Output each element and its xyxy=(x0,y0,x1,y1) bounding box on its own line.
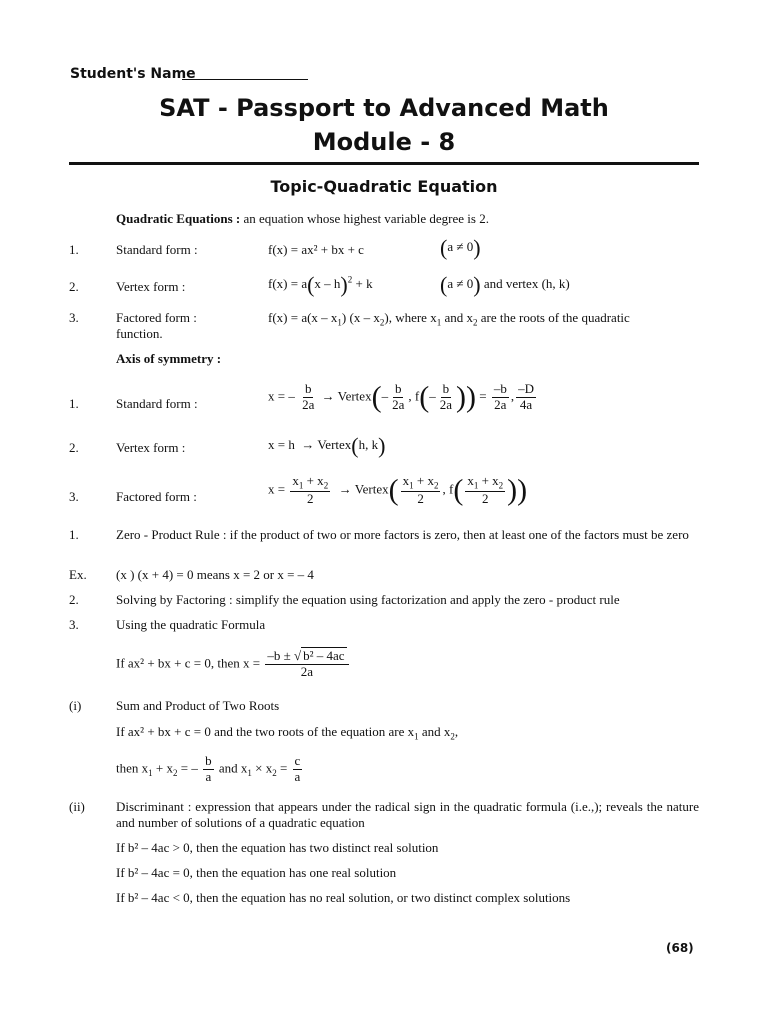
standard-form-equation: f(x) = ax² + bx + c xyxy=(268,242,364,257)
discriminant-case: If b² – 4ac > 0, then the equation has two distinct real solution xyxy=(116,840,439,855)
intro-definition: an equation whose highest variable degree is 2. xyxy=(243,211,489,226)
factored-form-equation: $f(x) = a(x - x_1)$ $(x - x_2)$, where $x_1$ and $x_2$ are the roots of the quadratic xyxy=(268,310,630,328)
form-label: Factored form : xyxy=(116,310,197,325)
method-number: 1. xyxy=(69,527,79,542)
axis-vertex-formula: x = h → Vertex(h, k) xyxy=(268,433,386,458)
module-title: Module - 8 xyxy=(312,128,456,156)
method-text: Solving by Factoring : simplify the equation using factorization and apply the zero - product rule xyxy=(116,592,620,607)
form-number: 3. xyxy=(69,310,79,325)
axis-label: Standard form : xyxy=(116,396,198,411)
vertex-form-condition: (a ≠ 0) and vertex (h, k) xyxy=(440,272,570,297)
topic-heading: Topic-Quadratic Equation xyxy=(270,177,498,196)
factored-form-continuation: function. xyxy=(116,326,163,341)
section-heading: Sum and Product of Two Roots xyxy=(116,698,280,713)
form-number: 2. xyxy=(69,279,79,294)
axis-label: Factored form : xyxy=(116,489,197,504)
form-label: Vertex form : xyxy=(116,279,186,294)
method-number: 2. xyxy=(69,592,79,607)
method-number: 3. xyxy=(69,617,79,632)
sum-product-formula: then $x_1 + x_2$ = – $\frac{b}{a}$ and $x_1 \times x_2$ = $\frac{c}{a}$ xyxy=(116,753,301,784)
axis-number: 1. xyxy=(69,396,79,411)
method-text: Using the quadratic Formula xyxy=(116,617,266,632)
roots-line: If ax² + bx + c = 0 and the two roots of the equation are $x_1$ and $x_2$, xyxy=(116,724,459,742)
form-number: 1. xyxy=(69,242,79,257)
axis-number: 3. xyxy=(69,489,79,504)
axis-label: Vertex form : xyxy=(116,440,186,455)
discriminant-case: If b² – 4ac < 0, then the equation has no real solution, or two distinct complex solutions xyxy=(116,890,571,905)
method-text: Zero - Product Rule : if the product of two or more factors is zero, then at least one of the factors must be zero xyxy=(116,527,689,542)
page-number: (68) xyxy=(666,941,694,955)
discriminant-text: Discriminant : expression that appears under the radical sign in the quadratic formula (i.e.,); reveals the nature and number of solutions of a quadratic equation xyxy=(116,799,699,830)
student-name-label: Student's Name xyxy=(70,66,196,82)
axis-standard-formula: x = – $\frac{b}{2a}$ → Vertex(– $\frac{b}{2a}$ , f(– $\frac{b}{2a}$ )) = $\frac{-b}{2a}$ , $\frac{-D}{4a}$ xyxy=(268,380,534,414)
method-text: (x ) (x + 4) = 0 means x = 2 or x = – 4 xyxy=(116,567,314,582)
method-number: Ex. xyxy=(69,567,87,582)
section-number: (i) xyxy=(69,698,82,713)
axis-heading: Axis of symmetry : xyxy=(116,351,222,366)
page-title: SAT - Passport to Advanced Math xyxy=(159,94,609,122)
intro-line xyxy=(116,211,489,227)
vertex-form-equation: f(x) = a(x – h)$^2$ + k xyxy=(268,272,373,297)
standard-form-condition: (a ≠ 0) xyxy=(440,235,481,260)
form-label: Standard form : xyxy=(116,242,198,257)
student-name-blank[interactable] xyxy=(182,79,308,80)
section-number: (ii) xyxy=(69,799,85,814)
quadratic-formula-line: If ax² + bx + c = 0, then x = $\frac{\text{–b ± √ b² – 4ac}}{2a}$ xyxy=(116,649,351,680)
vertex-note: and vertex (h, k) xyxy=(483,275,570,291)
title-divider xyxy=(69,162,699,165)
intro-term: Quadratic Equations : xyxy=(116,211,241,226)
discriminant-case: If b² – 4ac = 0, then the equation has one real solution xyxy=(116,865,397,880)
axis-factored-formula: x = $\frac{x_1 + x_2}{2}$ → Vertex( $\frac{x_1 + x_2}{2}$ , f( $\frac{x_1 + x_2}{2}$ )) xyxy=(268,473,528,507)
axis-number: 2. xyxy=(69,440,79,455)
